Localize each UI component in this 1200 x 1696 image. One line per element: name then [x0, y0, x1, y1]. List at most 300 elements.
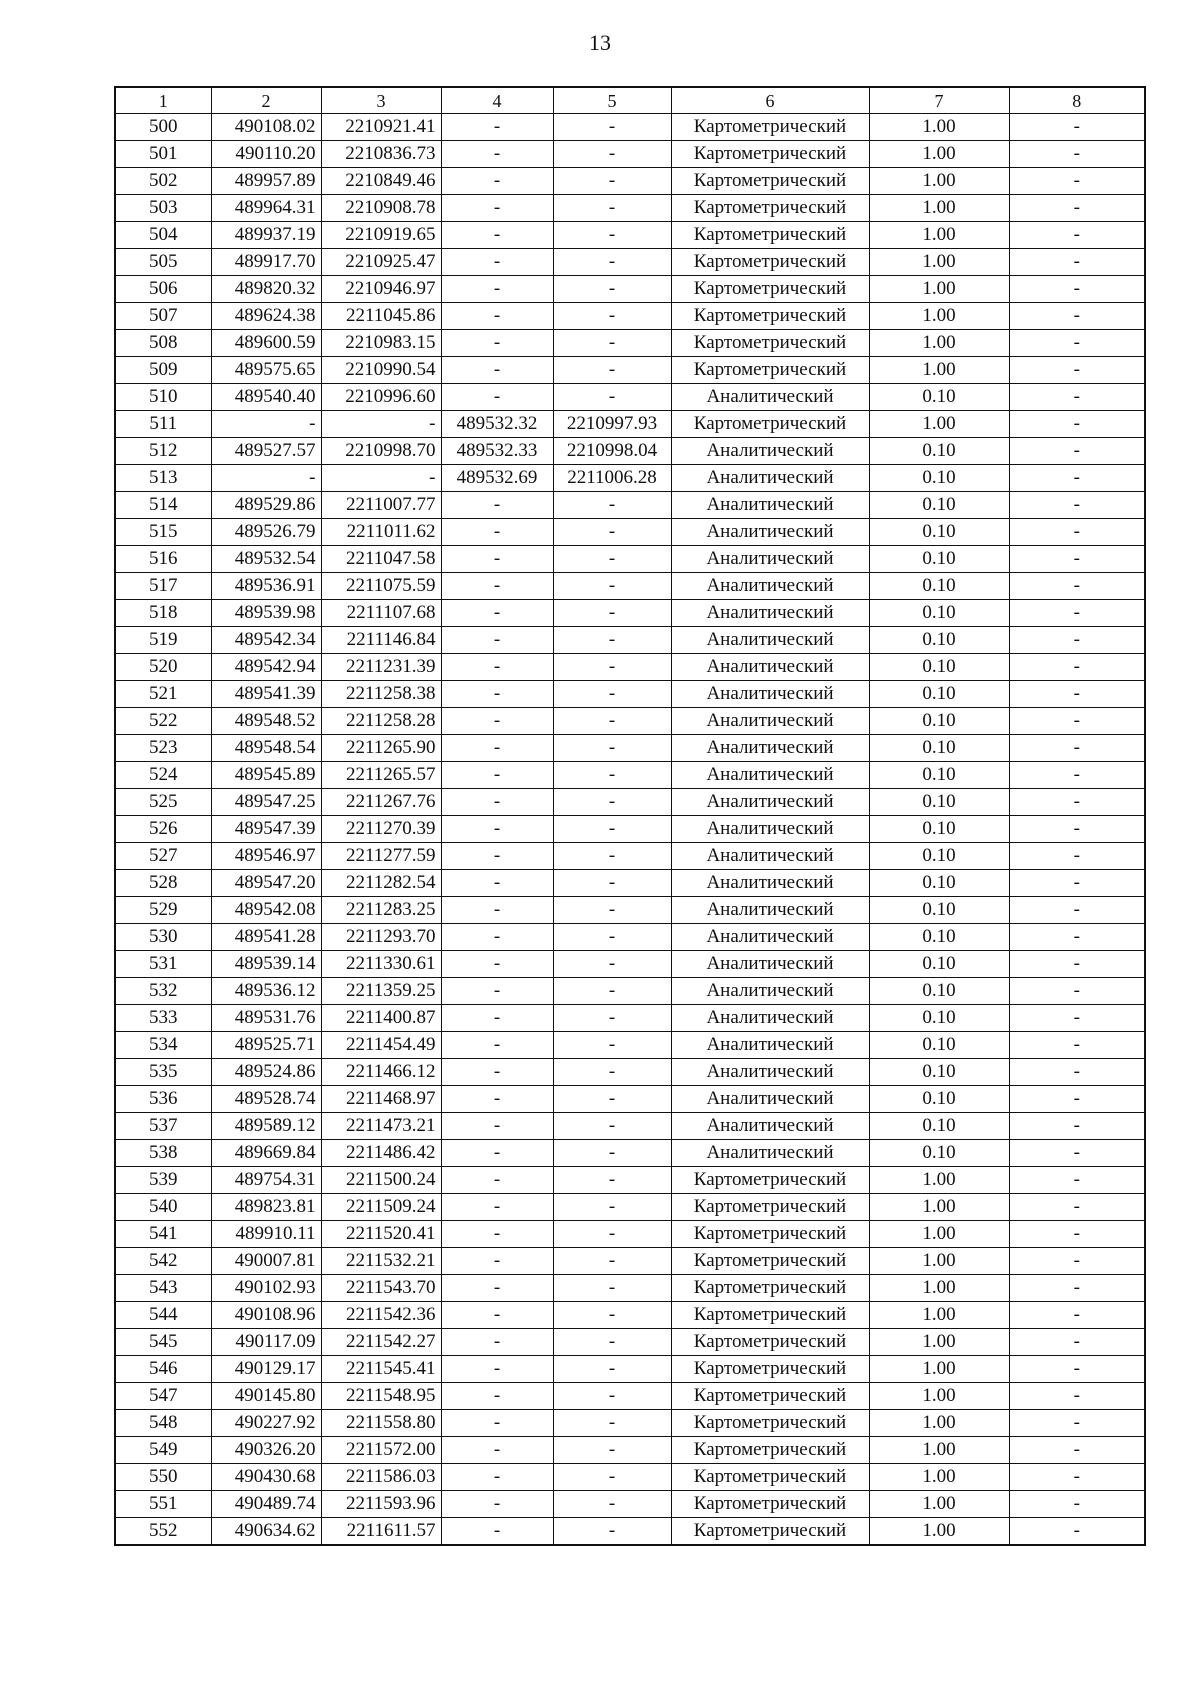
- y-coordinate-cell: 2211283.25: [321, 897, 441, 924]
- table-row: [115, 654, 1145, 681]
- x-new-cell: 489532.32: [441, 411, 553, 438]
- y-coordinate-cell: 2211231.39: [321, 654, 441, 681]
- method-cell: Картометрический: [671, 1437, 869, 1464]
- y-coordinate-cell: 2210990.54: [321, 357, 441, 384]
- method-cell: Аналитический: [671, 519, 869, 546]
- note-cell: -: [1009, 141, 1145, 168]
- note-cell: -: [1009, 1518, 1145, 1546]
- y-new-cell: -: [553, 114, 671, 141]
- point-number-cell: 545: [115, 1329, 211, 1356]
- x-new-cell: -: [441, 1086, 553, 1113]
- accuracy-cell: 1.00: [869, 1356, 1009, 1383]
- point-number-cell: 515: [115, 519, 211, 546]
- accuracy-cell: 1.00: [869, 1275, 1009, 1302]
- accuracy-cell: 0.10: [869, 735, 1009, 762]
- table-row: [115, 816, 1145, 843]
- x-new-cell: -: [441, 1491, 553, 1518]
- method-cell: Аналитический: [671, 600, 869, 627]
- table-row: [115, 1464, 1145, 1491]
- x-coordinate-cell: 489536.12: [211, 978, 321, 1005]
- y-coordinate-cell: -: [321, 465, 441, 492]
- table-row: [115, 1356, 1145, 1383]
- x-new-cell: -: [441, 1248, 553, 1275]
- table-row: [115, 492, 1145, 519]
- x-coordinate-cell: 489526.79: [211, 519, 321, 546]
- x-coordinate-cell: 489575.65: [211, 357, 321, 384]
- x-new-cell: -: [441, 1464, 553, 1491]
- method-cell: Картометрический: [671, 195, 869, 222]
- point-number-cell: 506: [115, 276, 211, 303]
- y-coordinate-cell: 2211611.57: [321, 1518, 441, 1546]
- y-coordinate-cell: 2210983.15: [321, 330, 441, 357]
- y-new-cell: -: [553, 1221, 671, 1248]
- x-new-cell: -: [441, 627, 553, 654]
- y-new-cell: 2211006.28: [553, 465, 671, 492]
- note-cell: -: [1009, 1464, 1145, 1491]
- x-new-cell: -: [441, 897, 553, 924]
- point-number-cell: 550: [115, 1464, 211, 1491]
- accuracy-cell: 1.00: [869, 1464, 1009, 1491]
- y-new-cell: -: [553, 1167, 671, 1194]
- table-row: [115, 600, 1145, 627]
- note-cell: -: [1009, 816, 1145, 843]
- y-new-cell: -: [553, 1329, 671, 1356]
- method-cell: Аналитический: [671, 1059, 869, 1086]
- y-new-cell: -: [553, 492, 671, 519]
- x-coordinate-cell: 489541.39: [211, 681, 321, 708]
- note-cell: -: [1009, 1491, 1145, 1518]
- y-new-cell: -: [553, 276, 671, 303]
- x-coordinate-cell: 489600.59: [211, 330, 321, 357]
- note-cell: -: [1009, 1167, 1145, 1194]
- y-coordinate-cell: 2211359.25: [321, 978, 441, 1005]
- y-coordinate-cell: 2211500.24: [321, 1167, 441, 1194]
- method-cell: Аналитический: [671, 1086, 869, 1113]
- table-row: [115, 546, 1145, 573]
- method-cell: Аналитический: [671, 897, 869, 924]
- table-row: [115, 249, 1145, 276]
- accuracy-cell: 0.10: [869, 681, 1009, 708]
- note-cell: -: [1009, 1329, 1145, 1356]
- y-new-cell: -: [553, 330, 671, 357]
- x-new-cell: -: [441, 1032, 553, 1059]
- point-number-cell: 514: [115, 492, 211, 519]
- y-new-cell: -: [553, 1275, 671, 1302]
- table-row: [115, 897, 1145, 924]
- column-header-2: 2: [211, 87, 321, 114]
- point-number-cell: 542: [115, 1248, 211, 1275]
- x-coordinate-cell: 489917.70: [211, 249, 321, 276]
- y-coordinate-cell: 2211532.21: [321, 1248, 441, 1275]
- note-cell: -: [1009, 330, 1145, 357]
- y-new-cell: -: [553, 600, 671, 627]
- y-coordinate-cell: 2210919.65: [321, 222, 441, 249]
- x-coordinate-cell: 490108.96: [211, 1302, 321, 1329]
- y-new-cell: -: [553, 951, 671, 978]
- x-new-cell: -: [441, 384, 553, 411]
- y-coordinate-cell: 2211520.41: [321, 1221, 441, 1248]
- note-cell: -: [1009, 1437, 1145, 1464]
- method-cell: Аналитический: [671, 627, 869, 654]
- method-cell: Картометрический: [671, 114, 869, 141]
- table-row: [115, 465, 1145, 492]
- accuracy-cell: 0.10: [869, 1086, 1009, 1113]
- accuracy-cell: 1.00: [869, 1410, 1009, 1437]
- y-coordinate-cell: 2211265.57: [321, 762, 441, 789]
- table-row: [115, 1032, 1145, 1059]
- point-number-cell: 534: [115, 1032, 211, 1059]
- y-coordinate-cell: 2211454.49: [321, 1032, 441, 1059]
- table-row: [115, 1518, 1145, 1546]
- accuracy-cell: 0.10: [869, 546, 1009, 573]
- note-cell: -: [1009, 843, 1145, 870]
- accuracy-cell: 0.10: [869, 600, 1009, 627]
- note-cell: -: [1009, 1194, 1145, 1221]
- x-new-cell: 489532.33: [441, 438, 553, 465]
- note-cell: -: [1009, 465, 1145, 492]
- y-new-cell: -: [553, 222, 671, 249]
- method-cell: Картометрический: [671, 1167, 869, 1194]
- y-new-cell: -: [553, 1383, 671, 1410]
- note-cell: -: [1009, 870, 1145, 897]
- method-cell: Аналитический: [671, 465, 869, 492]
- accuracy-cell: 1.00: [869, 1167, 1009, 1194]
- note-cell: -: [1009, 411, 1145, 438]
- accuracy-cell: 1.00: [869, 222, 1009, 249]
- accuracy-cell: 1.00: [869, 249, 1009, 276]
- x-coordinate-cell: 490430.68: [211, 1464, 321, 1491]
- x-coordinate-cell: -: [211, 465, 321, 492]
- note-cell: -: [1009, 1383, 1145, 1410]
- x-coordinate-cell: 489547.25: [211, 789, 321, 816]
- table-row: [115, 384, 1145, 411]
- point-number-cell: 518: [115, 600, 211, 627]
- y-new-cell: -: [553, 708, 671, 735]
- y-new-cell: -: [553, 789, 671, 816]
- table-row: [115, 1005, 1145, 1032]
- note-cell: -: [1009, 951, 1145, 978]
- x-new-cell: -: [441, 762, 553, 789]
- point-number-cell: 537: [115, 1113, 211, 1140]
- note-cell: -: [1009, 249, 1145, 276]
- y-coordinate-cell: 2211473.21: [321, 1113, 441, 1140]
- y-new-cell: -: [553, 1491, 671, 1518]
- x-coordinate-cell: 489541.28: [211, 924, 321, 951]
- column-header-8: 8: [1009, 87, 1145, 114]
- x-coordinate-cell: 489542.34: [211, 627, 321, 654]
- accuracy-cell: 0.10: [869, 816, 1009, 843]
- y-new-cell: -: [553, 1518, 671, 1546]
- table-row: [115, 1248, 1145, 1275]
- x-new-cell: -: [441, 249, 553, 276]
- table-row: [115, 222, 1145, 249]
- note-cell: -: [1009, 897, 1145, 924]
- method-cell: Аналитический: [671, 735, 869, 762]
- note-cell: -: [1009, 762, 1145, 789]
- accuracy-cell: 0.10: [869, 978, 1009, 1005]
- y-coordinate-cell: 2211146.84: [321, 627, 441, 654]
- point-number-cell: 521: [115, 681, 211, 708]
- method-cell: Аналитический: [671, 951, 869, 978]
- x-new-cell: -: [441, 303, 553, 330]
- point-number-cell: 547: [115, 1383, 211, 1410]
- method-cell: Картометрический: [671, 1410, 869, 1437]
- table-row: [115, 195, 1145, 222]
- method-cell: Картометрический: [671, 249, 869, 276]
- method-cell: Картометрический: [671, 1491, 869, 1518]
- x-coordinate-cell: 489545.89: [211, 762, 321, 789]
- method-cell: Картометрический: [671, 276, 869, 303]
- x-new-cell: -: [441, 1005, 553, 1032]
- point-number-cell: 535: [115, 1059, 211, 1086]
- note-cell: -: [1009, 1005, 1145, 1032]
- x-new-cell: -: [441, 222, 553, 249]
- note-cell: -: [1009, 1059, 1145, 1086]
- x-new-cell: -: [441, 1059, 553, 1086]
- x-coordinate-cell: 489669.84: [211, 1140, 321, 1167]
- note-cell: -: [1009, 492, 1145, 519]
- method-cell: Аналитический: [671, 789, 869, 816]
- accuracy-cell: 0.10: [869, 573, 1009, 600]
- accuracy-cell: 1.00: [869, 141, 1009, 168]
- y-new-cell: -: [553, 924, 671, 951]
- x-new-cell: -: [441, 330, 553, 357]
- table-row: [115, 627, 1145, 654]
- method-cell: Картометрический: [671, 1221, 869, 1248]
- x-new-cell: -: [441, 1275, 553, 1302]
- x-new-cell: -: [441, 114, 553, 141]
- x-new-cell: -: [441, 1221, 553, 1248]
- accuracy-cell: 0.10: [869, 1140, 1009, 1167]
- y-coordinate-cell: 2211282.54: [321, 870, 441, 897]
- table-row: [115, 1221, 1145, 1248]
- point-number-cell: 517: [115, 573, 211, 600]
- point-number-cell: 510: [115, 384, 211, 411]
- x-coordinate-cell: 489536.91: [211, 573, 321, 600]
- accuracy-cell: 1.00: [869, 303, 1009, 330]
- y-new-cell: -: [553, 735, 671, 762]
- x-new-cell: -: [441, 735, 553, 762]
- accuracy-cell: 1.00: [869, 1248, 1009, 1275]
- y-new-cell: -: [553, 897, 671, 924]
- y-coordinate-cell: 2211558.80: [321, 1410, 441, 1437]
- point-number-cell: 543: [115, 1275, 211, 1302]
- y-coordinate-cell: 2210908.78: [321, 195, 441, 222]
- table-row: [115, 330, 1145, 357]
- y-coordinate-cell: 2210849.46: [321, 168, 441, 195]
- accuracy-cell: 0.10: [869, 870, 1009, 897]
- method-cell: Картометрический: [671, 1302, 869, 1329]
- column-header-4: 4: [441, 87, 553, 114]
- point-number-cell: 520: [115, 654, 211, 681]
- table-row: [115, 573, 1145, 600]
- accuracy-cell: 0.10: [869, 897, 1009, 924]
- point-number-cell: 532: [115, 978, 211, 1005]
- y-coordinate-cell: 2211509.24: [321, 1194, 441, 1221]
- note-cell: -: [1009, 438, 1145, 465]
- point-number-cell: 527: [115, 843, 211, 870]
- method-cell: Картометрический: [671, 411, 869, 438]
- y-new-cell: -: [553, 1437, 671, 1464]
- coordinates-table: [114, 86, 1146, 1546]
- x-new-cell: -: [441, 978, 553, 1005]
- note-cell: -: [1009, 1140, 1145, 1167]
- method-cell: Картометрический: [671, 303, 869, 330]
- y-coordinate-cell: 2211075.59: [321, 573, 441, 600]
- x-new-cell: -: [441, 1113, 553, 1140]
- x-coordinate-cell: 489539.14: [211, 951, 321, 978]
- y-new-cell: 2210998.04: [553, 438, 671, 465]
- y-new-cell: -: [553, 627, 671, 654]
- column-header-6: 6: [671, 87, 869, 114]
- point-number-cell: 546: [115, 1356, 211, 1383]
- method-cell: Аналитический: [671, 816, 869, 843]
- note-cell: -: [1009, 384, 1145, 411]
- point-number-cell: 505: [115, 249, 211, 276]
- x-coordinate-cell: 489542.08: [211, 897, 321, 924]
- y-new-cell: -: [553, 1113, 671, 1140]
- method-cell: Картометрический: [671, 1329, 869, 1356]
- point-number-cell: 516: [115, 546, 211, 573]
- x-new-cell: -: [441, 546, 553, 573]
- x-new-cell: -: [441, 870, 553, 897]
- method-cell: Картометрический: [671, 1383, 869, 1410]
- point-number-cell: 508: [115, 330, 211, 357]
- x-new-cell: -: [441, 1383, 553, 1410]
- x-coordinate-cell: 489937.19: [211, 222, 321, 249]
- x-coordinate-cell: 489754.31: [211, 1167, 321, 1194]
- method-cell: Картометрический: [671, 1275, 869, 1302]
- note-cell: -: [1009, 546, 1145, 573]
- column-header-7: 7: [869, 87, 1009, 114]
- table-row: [115, 1275, 1145, 1302]
- y-new-cell: -: [553, 870, 671, 897]
- header-row: [115, 87, 1145, 114]
- accuracy-cell: 1.00: [869, 1491, 1009, 1518]
- x-coordinate-cell: 490117.09: [211, 1329, 321, 1356]
- method-cell: Картометрический: [671, 1356, 869, 1383]
- x-new-cell: -: [441, 1167, 553, 1194]
- y-new-cell: -: [553, 1410, 671, 1437]
- accuracy-cell: 1.00: [869, 1302, 1009, 1329]
- y-new-cell: -: [553, 1005, 671, 1032]
- x-coordinate-cell: 489524.86: [211, 1059, 321, 1086]
- point-number-cell: 529: [115, 897, 211, 924]
- table-row: [115, 276, 1145, 303]
- y-new-cell: -: [553, 1086, 671, 1113]
- point-number-cell: 541: [115, 1221, 211, 1248]
- y-coordinate-cell: 2211277.59: [321, 843, 441, 870]
- y-coordinate-cell: 2211267.76: [321, 789, 441, 816]
- note-cell: -: [1009, 1086, 1145, 1113]
- x-new-cell: -: [441, 168, 553, 195]
- x-coordinate-cell: 490227.92: [211, 1410, 321, 1437]
- point-number-cell: 501: [115, 141, 211, 168]
- point-number-cell: 524: [115, 762, 211, 789]
- accuracy-cell: 1.00: [869, 1383, 1009, 1410]
- note-cell: -: [1009, 114, 1145, 141]
- point-number-cell: 522: [115, 708, 211, 735]
- method-cell: Аналитический: [671, 654, 869, 681]
- method-cell: Картометрический: [671, 168, 869, 195]
- table-row: [115, 1194, 1145, 1221]
- table-row: [115, 168, 1145, 195]
- x-coordinate-cell: 490634.62: [211, 1518, 321, 1546]
- note-cell: -: [1009, 1248, 1145, 1275]
- method-cell: Аналитический: [671, 573, 869, 600]
- x-coordinate-cell: 489539.98: [211, 600, 321, 627]
- table-row: [115, 1410, 1145, 1437]
- note-cell: -: [1009, 519, 1145, 546]
- y-new-cell: -: [553, 816, 671, 843]
- y-coordinate-cell: -: [321, 411, 441, 438]
- y-coordinate-cell: 2211258.28: [321, 708, 441, 735]
- accuracy-cell: 0.10: [869, 924, 1009, 951]
- x-new-cell: -: [441, 681, 553, 708]
- note-cell: -: [1009, 735, 1145, 762]
- table-row: [115, 1113, 1145, 1140]
- method-cell: Аналитический: [671, 492, 869, 519]
- table-row: [115, 1302, 1145, 1329]
- note-cell: -: [1009, 1302, 1145, 1329]
- accuracy-cell: 0.10: [869, 1113, 1009, 1140]
- point-number-cell: 502: [115, 168, 211, 195]
- method-cell: Картометрический: [671, 1248, 869, 1275]
- note-cell: -: [1009, 276, 1145, 303]
- accuracy-cell: 0.10: [869, 1005, 1009, 1032]
- x-new-cell: -: [441, 1329, 553, 1356]
- x-coordinate-cell: 489910.11: [211, 1221, 321, 1248]
- table-row: [115, 1491, 1145, 1518]
- y-new-cell: -: [553, 168, 671, 195]
- x-new-cell: 489532.69: [441, 465, 553, 492]
- y-coordinate-cell: 2211107.68: [321, 600, 441, 627]
- accuracy-cell: 0.10: [869, 519, 1009, 546]
- point-number-cell: 548: [115, 1410, 211, 1437]
- accuracy-cell: 1.00: [869, 1437, 1009, 1464]
- method-cell: Аналитический: [671, 384, 869, 411]
- method-cell: Картометрический: [671, 141, 869, 168]
- y-new-cell: -: [553, 1059, 671, 1086]
- x-new-cell: -: [441, 519, 553, 546]
- y-coordinate-cell: 2211468.97: [321, 1086, 441, 1113]
- x-coordinate-cell: 489546.97: [211, 843, 321, 870]
- note-cell: -: [1009, 1356, 1145, 1383]
- x-coordinate-cell: 489527.57: [211, 438, 321, 465]
- table-header: [115, 87, 1145, 114]
- table-row: [115, 1383, 1145, 1410]
- y-new-cell: -: [553, 303, 671, 330]
- note-cell: -: [1009, 168, 1145, 195]
- point-number-cell: 512: [115, 438, 211, 465]
- point-number-cell: 504: [115, 222, 211, 249]
- note-cell: -: [1009, 1113, 1145, 1140]
- accuracy-cell: 1.00: [869, 1518, 1009, 1546]
- x-new-cell: -: [441, 816, 553, 843]
- x-coordinate-cell: 489548.52: [211, 708, 321, 735]
- note-cell: -: [1009, 1410, 1145, 1437]
- note-cell: -: [1009, 654, 1145, 681]
- y-coordinate-cell: 2211548.95: [321, 1383, 441, 1410]
- table-row: [115, 114, 1145, 141]
- method-cell: Картометрический: [671, 1518, 869, 1546]
- accuracy-cell: 0.10: [869, 843, 1009, 870]
- method-cell: Аналитический: [671, 843, 869, 870]
- table-row: [115, 762, 1145, 789]
- y-new-cell: -: [553, 384, 671, 411]
- accuracy-cell: 1.00: [869, 195, 1009, 222]
- x-coordinate-cell: 489531.76: [211, 1005, 321, 1032]
